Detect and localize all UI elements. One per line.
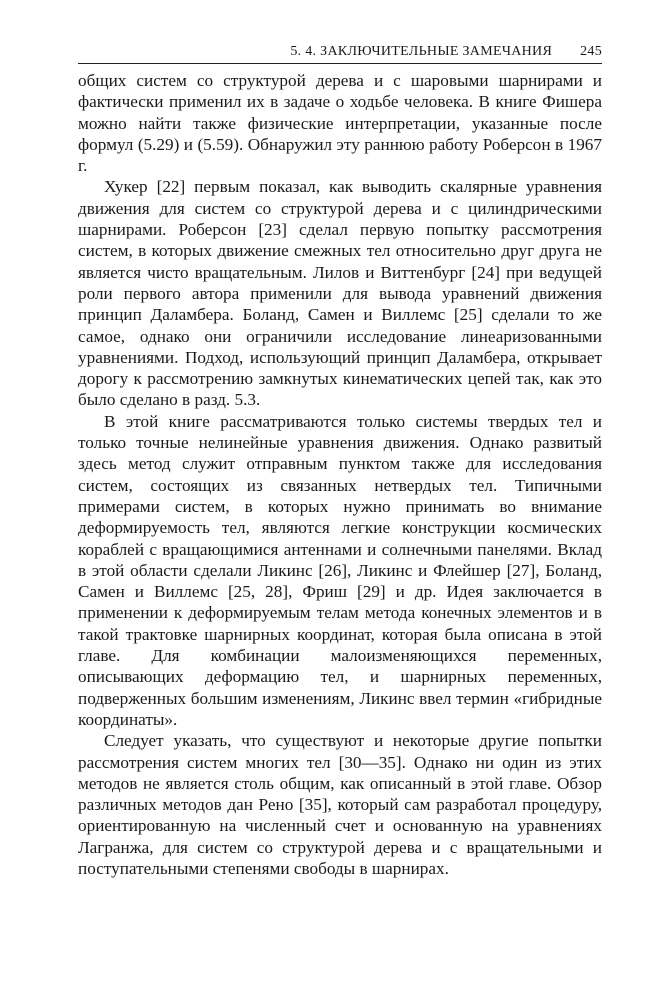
paragraph-continuation: общих систем со структурой дерева и с шаровыми шарнирами и фактически применил их в задаче о ходьбе человека. В книге Фишера можно найти также физические интерпретации, указанные после формул (5.29) и (5.59). Обнаружил эту раннюю работу Роберсон в 1967 г. xyxy=(78,71,602,176)
paragraph-rigid-bodies: В этой книге рассматриваются только системы твердых тел и только точные нелинейные уравнения движения. Однако развитый здесь метод служит отправным пунктом также для исследования систем, состоящих из связанных нетвердых тел. Типичными примерами систем, в которых нужно принимать во внимание деформируемость тел, являются легкие конструкции космических кораблей с вращающимися антеннами и солнечными панелями. Вклад в этой области сделали Ликинс [26], Ликинс и Флейшер [27], Боланд, Самен и Виллемс [25, 28], Фриш [29] и др. Идея заключается в применении к деформируемым телам метода конечных элементов и в такой трактовке шарнирных координат, которая была описана в этой главе. Для комбинации малоизменяющихся переменных, описывающих деформацию тел, и шарнирных переменных, подверженных большим изменениям, Ликинс ввел термин «гибридные координаты». xyxy=(78,411,602,729)
paragraph-hooker: Хукер [22] первым показал, как выводить скалярные уравнения движения для систем со структурой дерева и с цилиндрическими шарнирами. Роберсон [23] сделал первую попытку рассмотрения систем, в которых движение смежных тел относительно друг друга не является чисто вращательным. Лилов и Виттенбург [24] при ведущей роли первого автора применили для вывода уравнений движения принцип Даламбера. Боланд, Самен и Виллемс [25] сделали то же самое, однако они ограничили исследование линеаризованными уравнениями. Подход, использующий принцип Даламбера, открывает дорогу к рассмотрению замкнутых кинематических цепей так, как это было сделано в разд. 5.3. xyxy=(78,177,602,410)
running-header xyxy=(78,36,602,64)
section-title: 5. 4. ЗАКЛЮЧИТЕЛЬНЫЕ ЗАМЕЧАНИЯ xyxy=(290,44,553,59)
body-text xyxy=(78,70,602,879)
page-number: 245 xyxy=(580,44,602,59)
paragraph-other-attempts: Следует указать, что существуют и некоторые другие попытки рассмотрения систем многих тел [30—35]. Однако ни один из этих методов не является столь общим, как описанный в этой главе. Обзор различных методов дан Рено [35], который сам разработал процедуру, ориентированную на численный счет и основанную на уравнениях Лагранжа, для систем со структурой дерева и с вращательными и поступательными степенями свободы в шарнирах. xyxy=(78,731,602,878)
